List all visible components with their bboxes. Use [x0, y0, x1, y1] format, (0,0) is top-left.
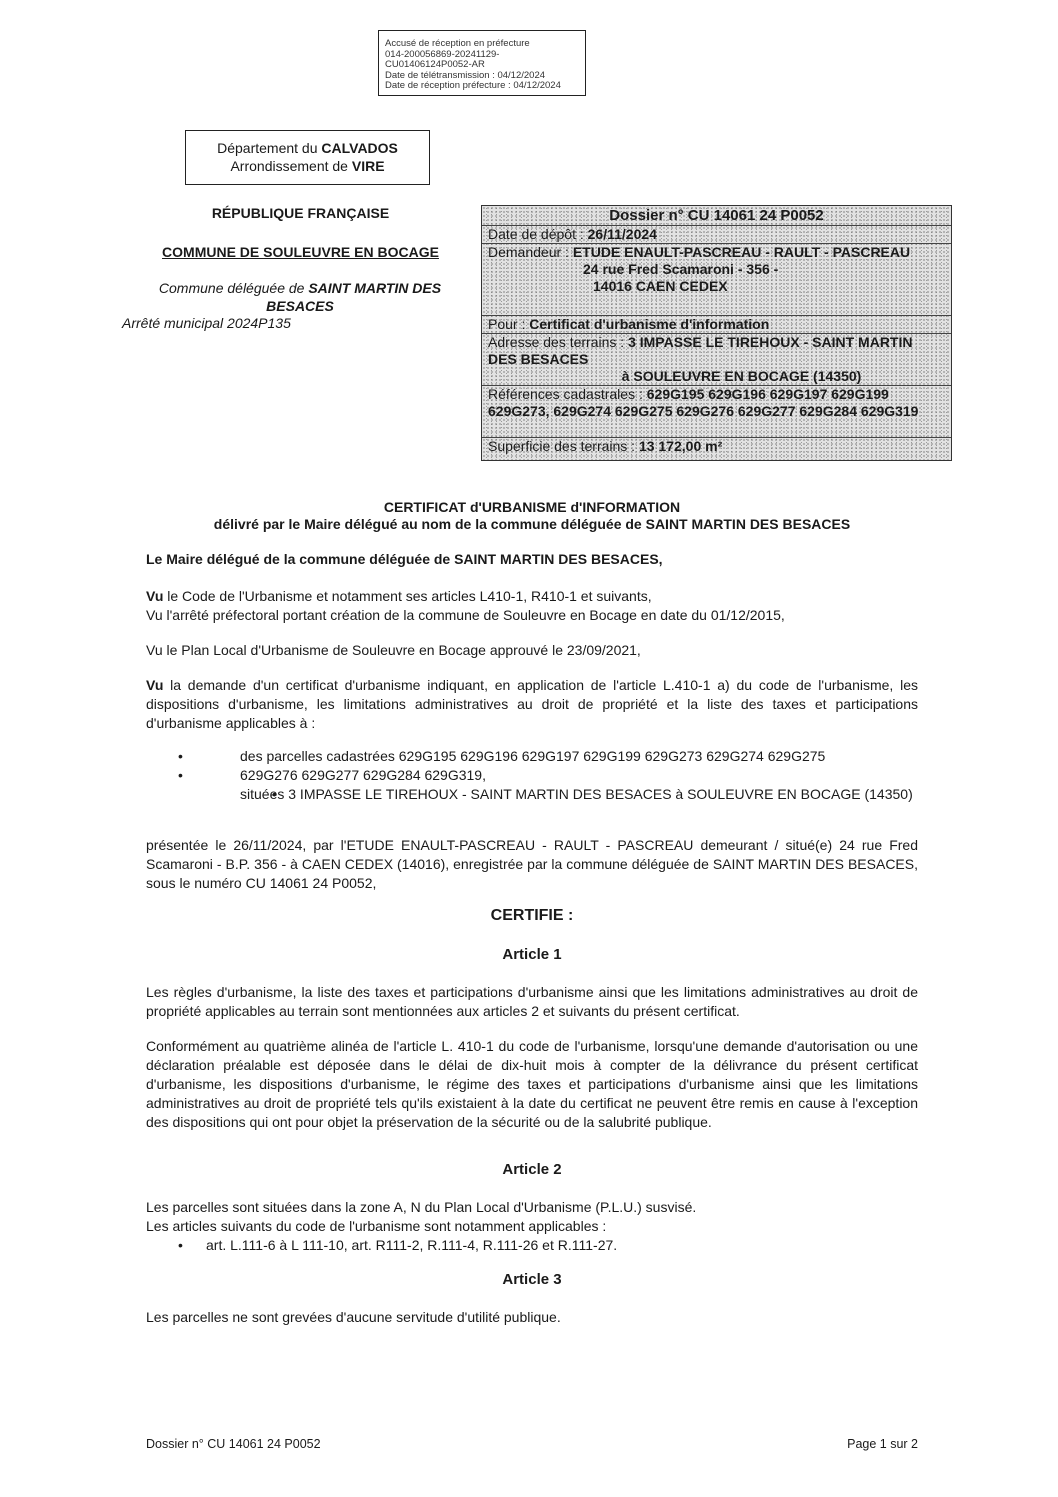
dossier-area-row: [482, 437, 951, 455]
arrete-number: Arrêté municipal 2024P135: [122, 315, 291, 331]
certificate-title: [146, 499, 918, 533]
article-3-paragraph: Les parcelles ne sont grevées d'aucune servitude d'utilité publique.: [146, 1309, 561, 1325]
stamp-line: Date de télétransmission : 04/12/2024: [385, 69, 546, 81]
presented-paragraph: présentée le 26/11/2024, par l'ETUDE ENAULT-PASCREAU - RAULT - PASCREAU demeurant / situé(e) 24 rue Fred Scamaroni - B.P. 356 - à CAEN CEDEX (14016), enregistrée par la commune déléguée de SAINT MARTIN DES BESACES, sous le numéro CU 14061 24 P0052,: [146, 837, 918, 891]
certificate-title-line2: délivré par le Maire délégué au nom de la commune déléguée de SAINT MARTIN DES BESACES: [213, 516, 851, 532]
vu-request: [146, 676, 918, 733]
article-2-applicable: Les articles suivants du code de l'urbanisme sont notamment applicables :: [146, 1218, 607, 1234]
delegated-commune: [130, 279, 470, 315]
footer-dossier: Dossier n° CU 14061 24 P0052: [146, 1437, 321, 1451]
arrondissement-name: VIRE: [351, 158, 385, 174]
purpose-value: Certificat d'urbanisme d'information: [529, 316, 770, 332]
commune-heading: COMMUNE DE SOULEUVRE EN BOCAGE: [162, 244, 439, 260]
date-label: Date de dépôt :: [488, 226, 588, 242]
refs-value: 629G195 629G196 629G197 629G199 629G273, 629G274 629G275 629G276 629G277 629G284 629G319: [488, 386, 919, 419]
dossier-title: Dossier n° CU 14061 24 P0052: [609, 207, 824, 224]
vu-plu: Vu le Plan Local d'Urbanisme de Souleuvre en Bocage approuvé le 23/09/2021,: [146, 642, 641, 658]
republic-heading: RÉPUBLIQUE FRANÇAISE: [211, 205, 390, 221]
dossier-box: [481, 205, 952, 461]
date-value: 26/11/2024: [587, 226, 657, 242]
department-name: CALVADOS: [321, 140, 398, 156]
dossier-date-row: [482, 225, 951, 243]
vu-request-text: la demande d'un certificat d'urbanisme indiquant, en application de l'article L.410-1 a) du code de l'urbanisme, les dispositions d'urbanisme, les limitations administratives au droit de propriété et la liste des taxes et participations d'urbanisme applicables à :: [146, 677, 918, 731]
stamp-line: 014-200056869-20241129-CU01406124P0052-AR: [385, 48, 500, 70]
address-commune: à SOULEUVRE EN BOCAGE (14350): [621, 368, 862, 384]
vu-word: Vu: [146, 588, 164, 604]
reception-stamp: [378, 30, 586, 96]
mayor-line: Le Maire délégué de la commune déléguée de SAINT MARTIN DES BESACES,: [146, 551, 663, 567]
vu-block-1: [146, 587, 918, 625]
certificate-title-line1: CERTIFICAT d'URBANISME d'INFORMATION: [383, 499, 681, 515]
article-3-heading: Article 3: [502, 1271, 562, 1288]
applicant-address-1: 24 rue Fred Scamaroni - 356 -: [583, 261, 779, 277]
department-prefix: Département du: [217, 140, 322, 156]
certifie-heading: CERTIFIE :: [490, 907, 574, 924]
arrondissement-prefix: Arrondissement de: [230, 158, 352, 174]
article-2-zone: Les parcelles sont situées dans la zone A, N du Plan Local d'Urbanisme (P.L.U.) susvisé.: [146, 1199, 697, 1215]
footer-page-number: Page 1 sur 2: [847, 1437, 918, 1451]
vu-code-text: le Code de l'Urbanisme et notamment ses articles L410-1, R410-1 et suivants,: [163, 588, 652, 604]
dossier-purpose-row: [482, 315, 951, 333]
applicant-address-2: 14016 CAEN CEDEX: [593, 278, 728, 294]
vu-code: [146, 587, 918, 606]
stamp-line: Date de réception préfecture : 04/12/2024: [385, 80, 561, 91]
address-label: Adresse des terrains :: [488, 334, 629, 350]
delegated-prefix: Commune déléguée de: [158, 280, 309, 296]
article-2-bullet: • art. L.111-6 à L 111-10, art. R111-2, R.111-4, R.111-26 et R.111-27.: [178, 1237, 618, 1253]
refs-label: Références cadastrales :: [488, 386, 647, 402]
dossier-applicant-row: [482, 243, 951, 315]
delegated-name: SAINT MARTIN DES BESACES: [266, 280, 442, 314]
article-1-heading: Article 1: [502, 946, 562, 963]
article-1-paragraph-1: Les règles d'urbanisme, la liste des taxes et participations d'urbanisme ainsi que les limitations administratives au droit de propriété applicables au terrain sont mentionnées aux articles 2 et suivants du présent certificat.: [146, 984, 918, 1019]
address-value: 3 IMPASSE LE TIREHOUX - SAINT MARTIN DES BESACES: [488, 334, 913, 367]
parcel-list: [146, 747, 918, 804]
purpose-label: Pour :: [488, 316, 530, 332]
article-1-paragraph-2: Conformément au quatrième alinéa de l'article L. 410-1 du code de l'urbanisme, lorsqu'une demande d'autorisation ou une déclaration préalable est déposée dans le délai de dix-huit mois à compter de la délivrance du présent certificat d'urbanisme, les dispositions d'urbanisme, le régime des taxes et participations d'urbanisme ainsi que les limitations administratives au droit de propriété tels qu'ils existaient à la date du certificat ne peuvent être remis en cause à l'exception des dispositions qui ont pour objet la préservation de la sécurité ou de la salubrité publique.: [146, 1038, 918, 1130]
dossier-address-row: [482, 333, 951, 385]
applicant-label: Demandeur :: [488, 244, 573, 260]
vu-word: Vu: [146, 677, 164, 693]
area-value: 13 172,00 m²: [638, 438, 723, 454]
area-label: Superficie des terrains :: [488, 438, 639, 454]
parcel-item: • des parcelles cadastrées 629G195 629G196 629G197 629G199 629G273 629G274 629G275: [146, 747, 918, 766]
stamp-line: Accusé de réception en préfecture: [385, 38, 530, 49]
applicant-name: ETUDE ENAULT-PASCREAU - RAULT - PASCREAU: [572, 244, 911, 260]
department-box: [185, 130, 430, 185]
dossier-refs-row: [482, 385, 951, 437]
article-2-heading: Article 2: [502, 1161, 562, 1178]
article-2-text: [146, 1198, 918, 1255]
department-line: [186, 139, 429, 157]
parcel-item: • 629G276 629G277 629G284 629G319,: [146, 766, 918, 785]
parcel-item: • situées 3 IMPASSE LE TIREHOUX - SAINT MARTIN DES BESACES à SOULEUVRE EN BOCAGE (14350): [146, 785, 918, 804]
arrondissement-line: [186, 157, 429, 175]
article-2-bullet-text: art. L.111-6 à L 111-10, art. R111-2, R.111-4, R.111-26 et R.111-27.: [206, 1237, 618, 1253]
vu-arrete: Vu l'arrêté préfectoral portant création de la commune de Souleuvre en Bocage en date du 01/12/2015,: [146, 607, 785, 623]
